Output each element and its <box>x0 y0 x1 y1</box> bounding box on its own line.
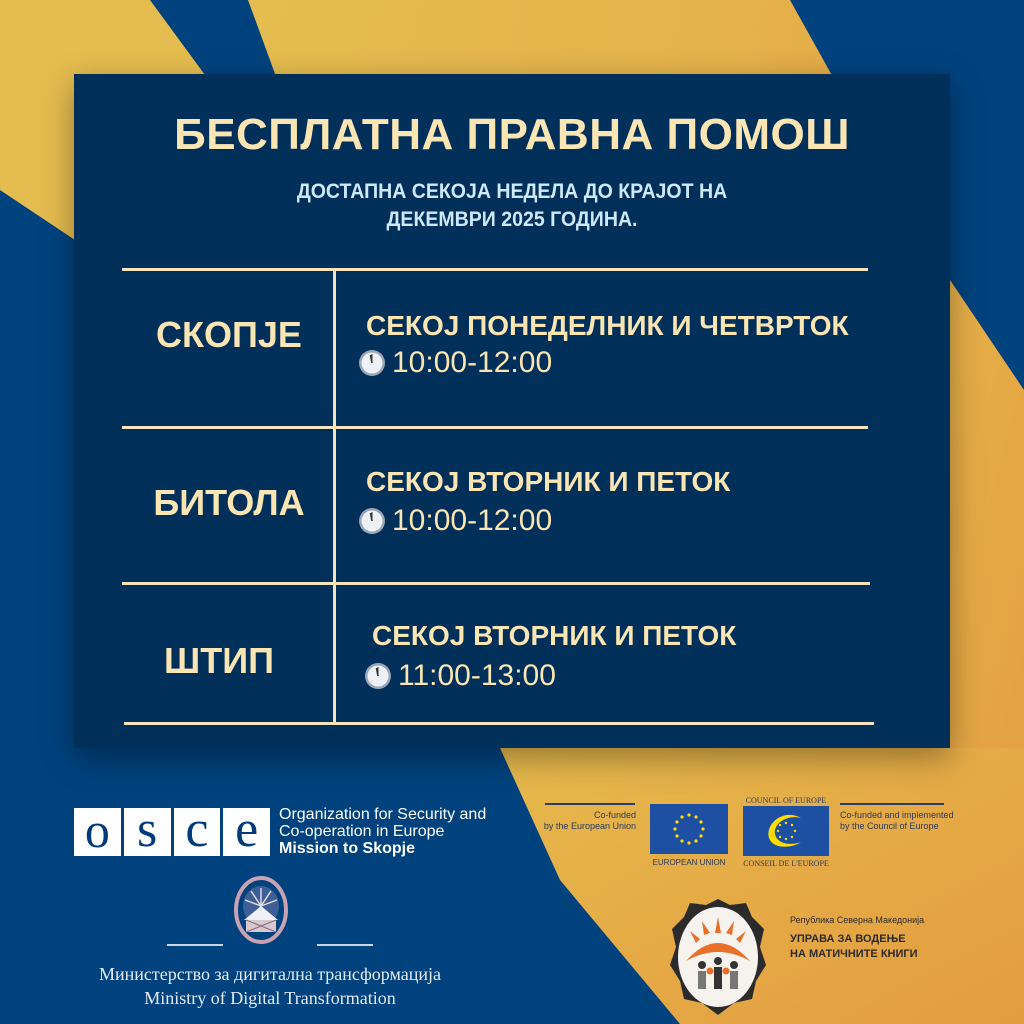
osce-letter: o <box>74 808 121 856</box>
eu-stars-icon <box>650 804 728 854</box>
clock-icon <box>358 349 386 377</box>
ministry-name-mk: Министерство за дигитална трансформација <box>98 964 442 984</box>
coe-top-caption: COUNCIL OF EUROPE <box>745 796 827 805</box>
eu-divider-line <box>545 803 635 805</box>
coe-flag <box>743 806 829 856</box>
eu-cofunded-line-2: by the European Union <box>543 821 636 831</box>
coe-divider-line <box>840 803 944 805</box>
time-skopje <box>358 346 552 380</box>
ministry-name-en: Ministry of Digital Transformation <box>144 988 396 1008</box>
subtitle <box>105 178 920 234</box>
ministry-text <box>60 962 480 1010</box>
days-shtip: СЕКОЈ ВТОРНИК И ПЕТОК <box>372 620 737 651</box>
schedule-panel <box>74 74 950 748</box>
ministry-line-left <box>167 944 223 946</box>
coe-emblem-icon <box>743 806 829 856</box>
days-skopje: СЕКОЈ ПОНЕДЕЛНИК И ЧЕТВРТОК <box>366 310 849 341</box>
time-bitola <box>358 504 552 538</box>
subtitle-line-2: ДЕКЕМВРИ 2025 ГОДИНА. <box>386 208 638 231</box>
subtitle-line-1: ДОСТАПНА СЕКОЈА НЕДЕЛА ДО КРАЈОТ НА <box>296 180 728 203</box>
eu-caption: EUROPEAN UNION <box>652 858 726 867</box>
city-shtip: ШТИП <box>164 640 274 681</box>
time-range: 10:00-12:00 <box>392 504 553 537</box>
coat-of-arms-icon <box>232 876 290 948</box>
uprava-line-1: УПРАВА ЗА ВОДЕЊЕ <box>790 933 906 945</box>
osce-letter: e <box>223 808 270 856</box>
table-divider-bottom <box>124 722 874 725</box>
osce-line-1: Organization for Security and <box>279 806 487 823</box>
uprava-text <box>790 915 924 962</box>
uprava-line-2: НА МАТИЧНИТЕ КНИГИ <box>790 948 918 960</box>
coe-text-line-1: Co-funded and implemented <box>840 810 954 820</box>
uprava-country: Република Северна Македонија <box>790 915 925 925</box>
ministry-line-right <box>317 944 373 946</box>
osce-letter: s <box>124 808 171 856</box>
clock-icon <box>364 662 392 690</box>
coe-bottom-caption: CONSEIL DE L'EUROPE <box>743 859 829 868</box>
osce-text <box>279 806 486 857</box>
coe-text <box>840 810 954 832</box>
table-divider-1 <box>122 426 868 429</box>
coe-text-line-2: by the Council of Europe <box>840 821 939 831</box>
page-title: БЕСПЛАТНА ПРАВНА ПОМОШ <box>174 110 850 159</box>
osce-line-2: Co-operation in Europe <box>279 823 445 840</box>
table-divider-2 <box>122 582 870 585</box>
city-skopje: СКОПЈЕ <box>156 314 302 355</box>
eu-cofunded-line-1: Co-funded <box>593 810 636 820</box>
days-bitola: СЕКОЈ ВТОРНИК И ПЕТОК <box>366 466 731 497</box>
clock-icon <box>358 507 386 535</box>
eu-cofunded-text <box>530 810 636 832</box>
uprava-emblem-icon <box>668 895 768 1017</box>
osce-logo <box>74 801 270 858</box>
table-divider-top <box>122 268 868 271</box>
eu-flag <box>650 804 728 854</box>
time-shtip <box>364 659 556 693</box>
city-bitola: БИТОЛА <box>153 482 305 523</box>
time-range: 10:00-12:00 <box>392 346 553 379</box>
time-range: 11:00-13:00 <box>398 659 556 692</box>
osce-line-3: Mission to Skopje <box>279 840 416 857</box>
osce-letter: c <box>174 808 221 856</box>
